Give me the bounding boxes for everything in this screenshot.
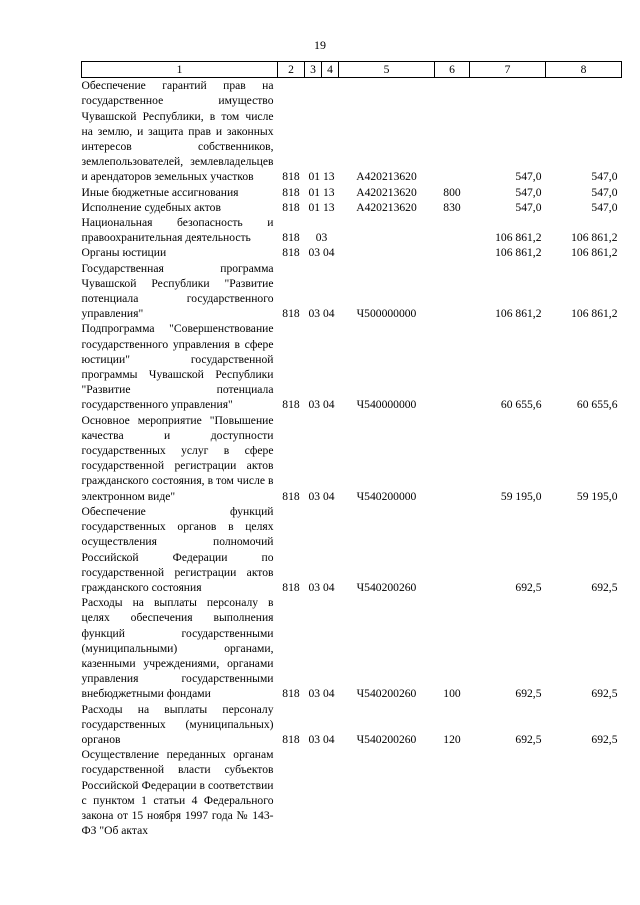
row-section-code [305, 747, 339, 838]
row-amount-1: 692,5 [515, 687, 542, 701]
row-section-code: 03 04 [308, 732, 335, 746]
row-description: Осуществление переданных органам государственной власти субъектов Российской Федерации в соответствии с пунктом 1 статьи 4 Федерального закона от 15 ноября 1997 года № 143-ФЗ "Об актах [81, 748, 274, 838]
row-admin-code: 818 [282, 307, 300, 321]
row-expense-type: 800 [443, 185, 461, 199]
row-section-code: 01 13 [308, 200, 335, 214]
row-section-code: 03 04 [308, 687, 335, 701]
column-header: 3 [305, 62, 322, 78]
row-expense-type [435, 245, 470, 260]
row-description: Национальная безопасность и правоохранительная деятельность [81, 216, 274, 245]
row-admin-code: 818 [282, 732, 300, 746]
row-admin-code: 818 [282, 231, 300, 245]
column-header: 5 [339, 62, 435, 78]
table-row [82, 245, 622, 260]
table-row [82, 261, 622, 322]
table-body [82, 78, 622, 839]
row-target-article [339, 747, 435, 838]
row-section-code: 03 [315, 231, 328, 245]
row-description: Органы юстиции [81, 246, 167, 260]
column-header: 1 [82, 62, 278, 78]
row-section-code: 03 04 [308, 580, 335, 594]
row-description: Обеспечение гарантий прав на государственное имущество Чувашской Республики, в том числе на землю, и защита прав и законных интересов собственников, землепользователей, землевладельцев и арендаторов земельных участков [81, 79, 274, 184]
row-amount-1 [470, 747, 546, 838]
row-amount-2: 547,0 [591, 200, 618, 214]
row-amount-1: 547,0 [515, 170, 542, 184]
table-row [82, 185, 622, 200]
row-amount-2: 692,5 [591, 687, 618, 701]
row-admin-code: 818 [282, 489, 300, 503]
budget-table [81, 61, 622, 838]
row-expense-type [435, 504, 470, 595]
row-target-article: Ч540000000 [356, 398, 417, 412]
row-target-article: Ч540200260 [356, 687, 417, 701]
row-amount-2: 106 861,2 [571, 231, 618, 245]
row-amount-2: 59 195,0 [576, 489, 618, 503]
column-header: 4 [322, 62, 339, 78]
row-expense-type [435, 215, 470, 245]
row-amount-2 [546, 747, 622, 838]
row-admin-code [278, 747, 305, 838]
row-description: Иные бюджетные ассигнования [81, 185, 239, 199]
row-section-code: 01 13 [308, 185, 335, 199]
row-amount-1: 60 655,6 [500, 398, 542, 412]
row-amount-2: 106 861,2 [571, 307, 618, 321]
column-header: 6 [435, 62, 470, 78]
row-admin-code: 818 [282, 687, 300, 701]
table-row [82, 321, 622, 412]
row-target-article [339, 215, 435, 245]
row-section-code: 03 04 [308, 398, 335, 412]
row-admin-code: 818 [282, 185, 300, 199]
row-target-article: А420213620 [356, 200, 417, 214]
row-admin-code: 818 [282, 580, 300, 594]
table-row [82, 78, 622, 185]
row-target-article: А420213620 [356, 185, 417, 199]
table-row [82, 215, 622, 245]
row-target-article: А420213620 [356, 170, 417, 184]
row-expense-type [435, 747, 470, 838]
column-header: 2 [278, 62, 305, 78]
table-row [82, 413, 622, 504]
row-admin-code: 818 [282, 398, 300, 412]
row-amount-1: 692,5 [515, 580, 542, 594]
row-target-article: Ч540200000 [356, 489, 417, 503]
row-amount-1: 59 195,0 [500, 489, 542, 503]
page-number: 19 [314, 38, 326, 52]
row-section-code: 03 04 [308, 246, 335, 260]
row-section-code: 01 13 [308, 170, 335, 184]
row-expense-type [435, 321, 470, 412]
table-row [82, 702, 622, 748]
row-admin-code: 818 [282, 200, 300, 214]
column-header: 8 [546, 62, 622, 78]
row-description: Расходы на выплаты персоналу государственных (муниципальных) органов [81, 702, 274, 746]
row-amount-1: 692,5 [515, 732, 542, 746]
row-amount-1: 106 861,2 [495, 307, 542, 321]
row-description: Государственная программа Чувашской Республики "Развитие потенциала государственного управления" [81, 261, 274, 321]
row-amount-1: 106 861,2 [495, 231, 542, 245]
row-amount-1: 106 861,2 [495, 246, 542, 260]
row-description: Основное мероприятие "Повышение качества и доступности государственных услуг в сфере государственной регистрации актов гражданского состояния, в том числе в электронном виде" [81, 413, 274, 503]
row-expense-type: 830 [443, 200, 461, 214]
row-expense-type: 100 [443, 687, 461, 701]
table-header-row [82, 62, 622, 78]
row-expense-type: 120 [443, 732, 461, 746]
column-header: 7 [470, 62, 546, 78]
row-expense-type [435, 78, 470, 185]
row-section-code: 03 04 [308, 307, 335, 321]
row-description: Исполнение судебных актов [81, 200, 221, 214]
row-admin-code: 818 [282, 246, 300, 260]
row-admin-code: 818 [282, 170, 300, 184]
table-row [82, 200, 622, 215]
row-amount-1: 547,0 [515, 185, 542, 199]
row-description: Обеспечение функций государственных органов в целях осуществления полномочий Российской Федерации по государственной регистрации актов гражданского состояния [81, 504, 274, 594]
table-row [82, 504, 622, 595]
table-row [82, 747, 622, 838]
row-amount-2: 547,0 [591, 185, 618, 199]
row-amount-2: 692,5 [591, 580, 618, 594]
row-description: Расходы на выплаты персоналу в целях обеспечения выполнения функций государственными (муниципальными) органами, казенными учреждениями, органами управления государственными внебюджетными фондами [81, 596, 274, 701]
row-amount-2: 60 655,6 [576, 398, 618, 412]
row-target-article: Ч540200260 [356, 580, 417, 594]
row-expense-type [435, 261, 470, 322]
row-description: Подпрограмма "Совершенствование государственного управления в сфере юстиции" государственной программы Чувашской Республики "Развитие потенциала государственного управления" [81, 322, 274, 412]
row-target-article: Ч540200260 [356, 732, 417, 746]
row-section-code: 03 04 [308, 489, 335, 503]
row-expense-type [435, 413, 470, 504]
row-amount-1: 547,0 [515, 200, 542, 214]
row-target-article [339, 245, 435, 260]
row-amount-2: 106 861,2 [571, 246, 618, 260]
row-target-article: Ч500000000 [356, 307, 417, 321]
row-amount-2: 692,5 [591, 732, 618, 746]
row-amount-2: 547,0 [591, 170, 618, 184]
table-row [82, 595, 622, 701]
